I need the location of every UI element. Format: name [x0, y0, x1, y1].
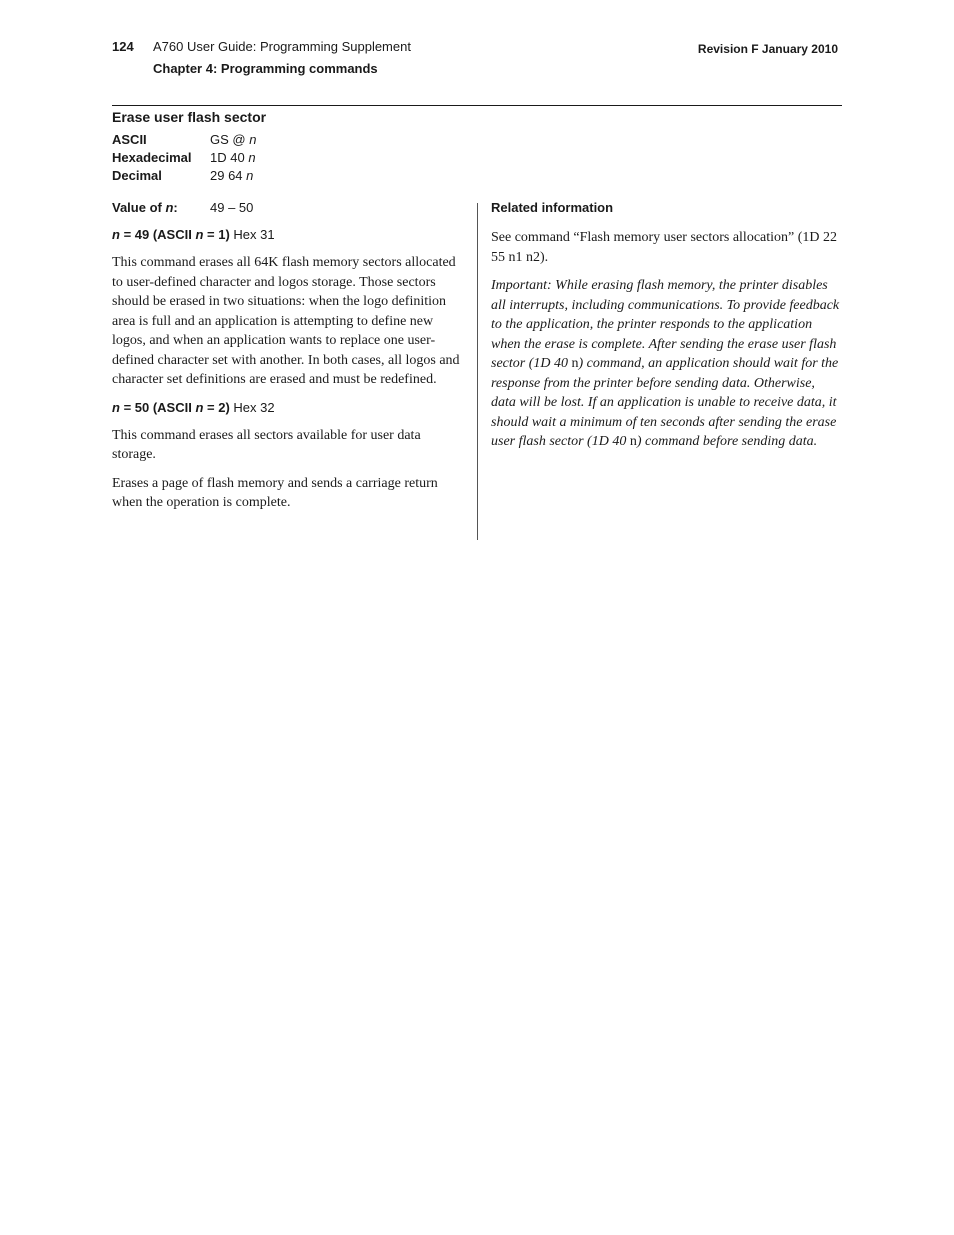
- decimal-value: [210, 167, 253, 185]
- hex-value: [210, 149, 256, 167]
- important-part-2: ) command, an application should wait for the response from the printer before sending data. Otherwise, data will be lost. If an application is unable to receive data, it should wait a minimum of ten seconds after sending the erase user flash sector (1D 40: [491, 356, 839, 449]
- decimal-row: [112, 167, 256, 185]
- case-50-hex: Hex 32: [229, 399, 275, 415]
- decimal-code: 29 64: [210, 168, 247, 183]
- case-49-bold: = 49 (ASCII: [119, 227, 196, 242]
- important-part-3: ) command before sending data.: [636, 434, 818, 449]
- closing-description: Erases a page of flash memory and sends a carriage return when the operation is complete.: [112, 475, 438, 510]
- case-50-bold: = 50 (ASCII: [119, 399, 196, 415]
- column-divider: [477, 203, 478, 540]
- value-label-suffix: :: [173, 200, 178, 215]
- value-of-n-label: [112, 199, 210, 217]
- command-table: [112, 131, 256, 185]
- header-rule: [112, 105, 842, 106]
- related-information-text: See command “Flash memory user sectors allocation” (1D 22 55 n1 n2).: [491, 230, 838, 265]
- hex-code: 1D 40: [210, 150, 249, 165]
- case-49-description: This command erases all 64K flash memory sectors allocated to user-defined character and logos storage. Those sectors should be erased in two situations: when the logo definition area is full and an application is attempting to define new logos, and when an application wants to replace one user-defined character set with another. In both cases, all logos and character set definitions are erased and must be redefined.: [112, 255, 460, 387]
- left-column: [112, 199, 464, 522]
- ascii-code: GS @: [210, 132, 250, 147]
- right-column: [491, 199, 841, 452]
- case-49-heading: [112, 226, 464, 244]
- chapter-title: Chapter 4: Programming commands: [153, 61, 378, 76]
- case-50-n2: n: [195, 399, 204, 415]
- decimal-label: Decimal: [112, 168, 162, 183]
- ascii-row: [112, 131, 256, 149]
- case-49-n: n: [112, 227, 120, 242]
- page-number: 124: [112, 39, 134, 54]
- revision-label: Revision F January 2010: [697, 42, 838, 56]
- case-49-hex: Hex 31: [229, 227, 275, 242]
- guide-title: A760 User Guide: Programming Supplement: [153, 39, 411, 54]
- hex-label: Hexadecimal: [112, 150, 192, 165]
- ascii-value: [210, 131, 256, 149]
- value-label-prefix: Value of: [112, 200, 166, 215]
- case-50-bold2: = 2): [203, 399, 230, 415]
- case-49-n2: n: [195, 227, 204, 242]
- section-title: Erase user flash sector: [112, 109, 267, 125]
- case-50-heading: [112, 399, 464, 417]
- value-of-n-row: [112, 199, 464, 217]
- value-range: 49 – 50: [210, 200, 254, 215]
- case-50-n: n: [112, 399, 120, 415]
- decimal-n: n: [246, 168, 254, 183]
- value-label-var: n: [165, 200, 174, 215]
- case-50-description: This command erases all sectors available for user data storage.: [112, 427, 421, 462]
- important-part-1: Important: While erasing flash memory, the printer disables all interrupts, including communications. To provide feedback to the application, the printer responds to the application when the erase is complete. After sending the erase user flash sector (1D 40: [491, 278, 840, 371]
- hex-row: [112, 149, 256, 167]
- ascii-n: n: [249, 132, 257, 147]
- important-n-2: n: [629, 434, 637, 449]
- related-information-heading: Related information: [491, 200, 614, 215]
- case-49-bold2: = 1): [203, 227, 230, 242]
- hex-n: n: [248, 150, 256, 165]
- ascii-label: ASCII: [112, 132, 147, 147]
- important-n-1: n: [571, 356, 579, 371]
- important-note: [491, 276, 841, 452]
